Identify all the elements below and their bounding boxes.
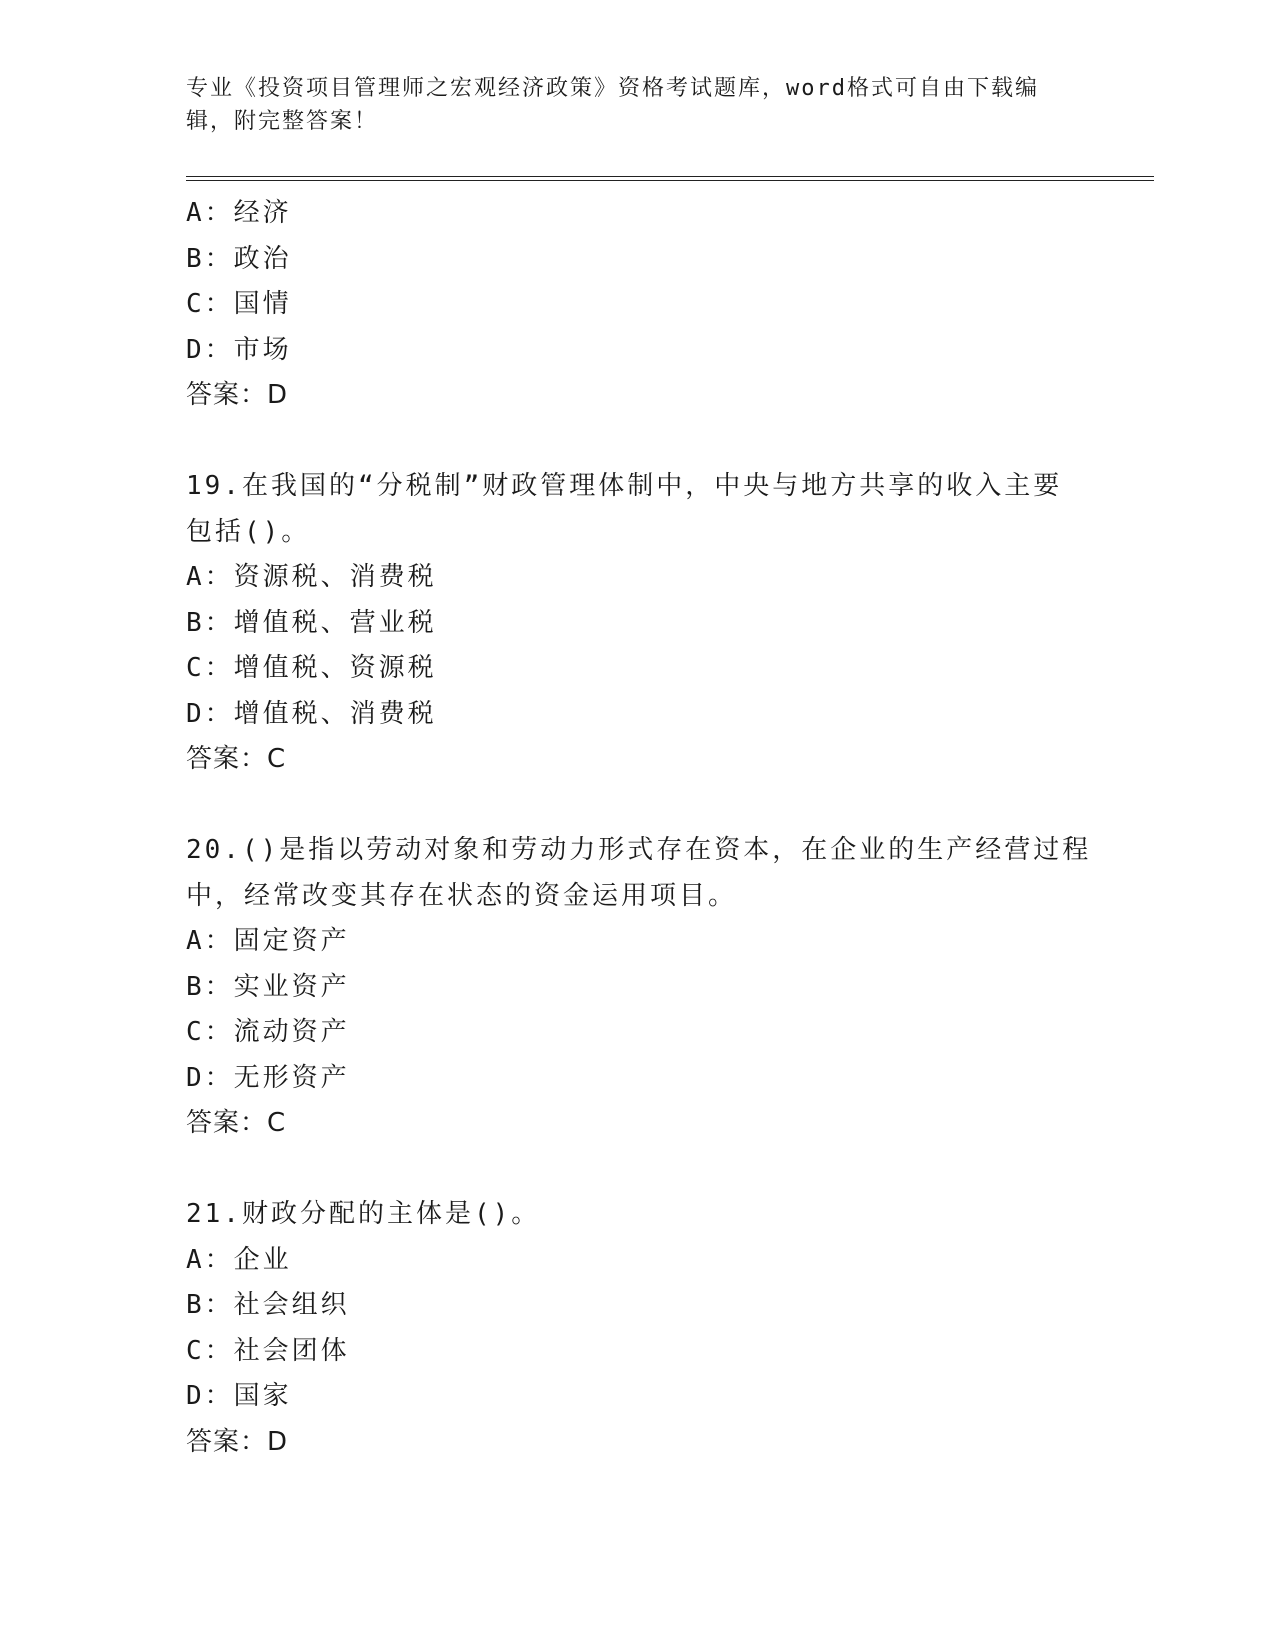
option-a: A：固定资产 — [186, 926, 350, 956]
header-divider — [186, 176, 1154, 181]
option-b: B：实业资产 — [186, 971, 350, 1002]
question-stem-line-2: 中，经常改变其存在状态的资金运用项目。 — [186, 880, 738, 911]
option-d: D：无形资产 — [186, 1062, 350, 1093]
spacer — [186, 783, 1086, 829]
header-text-line-2: 辑，附完整答案！ — [186, 109, 379, 134]
question-19 — [186, 464, 1086, 783]
answer-line: 答案：C — [186, 1108, 287, 1138]
question-stem-line-1: 19.在我国的“分税制”财政管理体制中，中央与地方共享的收入主要 — [186, 471, 1063, 501]
option-b: B：政治 — [186, 243, 292, 274]
spacer — [186, 419, 1086, 465]
question-18 — [186, 191, 1086, 419]
option-b: B：增值税、营业税 — [186, 607, 437, 638]
page-header — [186, 72, 1076, 138]
question-stem-line-1: 21.财政分配的主体是()。 — [186, 1199, 541, 1229]
option-c: C：国情 — [186, 289, 292, 319]
option-a: A：企业 — [186, 1244, 292, 1275]
option-c: C：社会团体 — [186, 1335, 350, 1366]
option-a: A：经济 — [186, 198, 292, 228]
option-c: C：增值税、资源税 — [186, 653, 437, 683]
question-list — [186, 191, 1092, 1465]
question-21 — [186, 1192, 1086, 1465]
question-stem-line-1: 20.()是指以劳动对象和劳动力形式存在资本，在企业的生产经营过程 — [186, 835, 1092, 865]
answer-line: 答案：D — [186, 1426, 289, 1457]
option-b: B：社会组织 — [186, 1290, 350, 1320]
answer-line: 答案：D — [186, 380, 289, 410]
option-d: D：国家 — [186, 1381, 292, 1411]
header-text-line-1: 专业《投资项目管理师之宏观经济政策》资格考试题库，word格式可自由下载编 — [186, 76, 1039, 101]
option-a: A：资源税、消费税 — [186, 562, 437, 592]
option-d: D：市场 — [186, 334, 292, 365]
spacer — [186, 1147, 1086, 1193]
option-c: C：流动资产 — [186, 1017, 350, 1047]
question-20 — [186, 828, 1092, 1147]
question-stem-line-2: 包括()。 — [186, 516, 311, 547]
option-d: D：增值税、消费税 — [186, 698, 437, 729]
answer-line: 答案：C — [186, 744, 287, 774]
